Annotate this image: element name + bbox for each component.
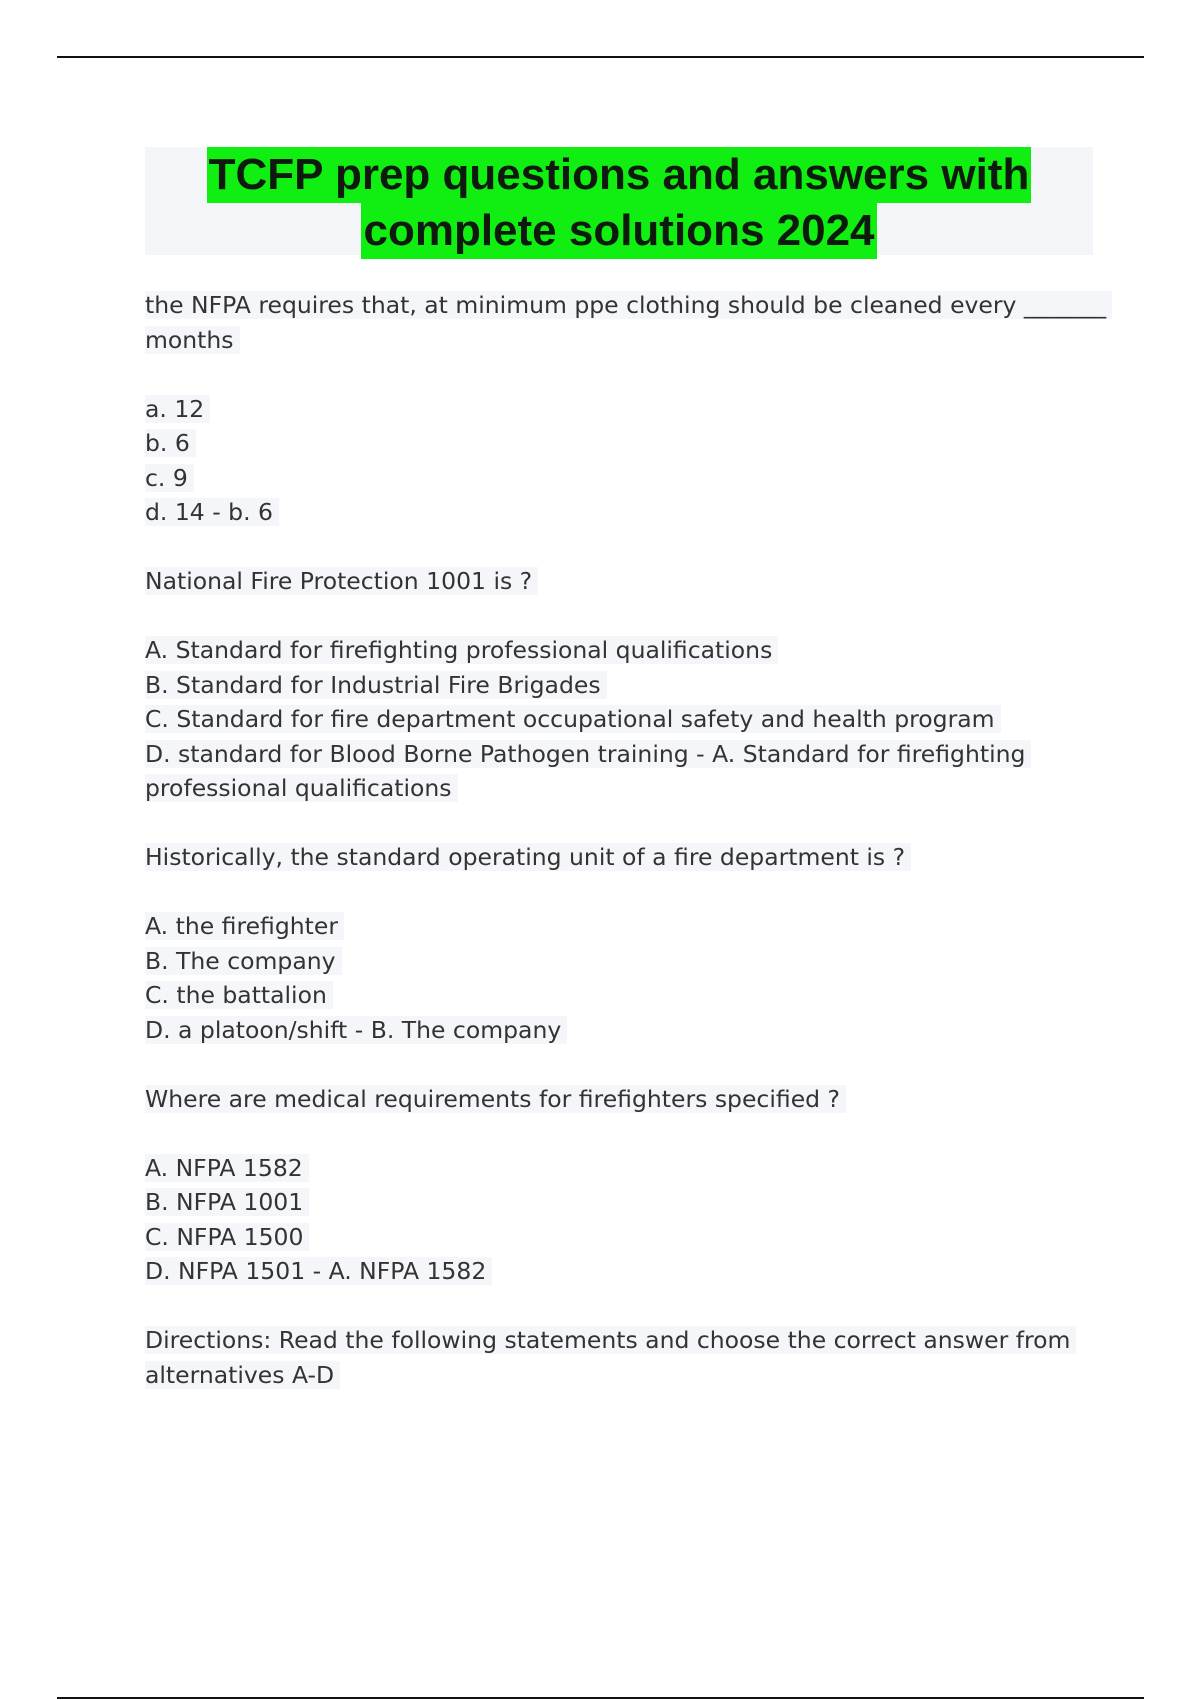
answer-options [145,909,1065,1047]
stem-line: National Fire Protection 1001 is ? [145,567,538,595]
question-list [145,288,1107,1427]
stem-line: Directions: Read the following statements and choose the correct answer from [145,1326,1076,1354]
answer-options [145,633,1065,806]
answer-options [145,392,1065,530]
document-title [145,147,1093,255]
stem-line: Historically, the standard operating unit of a fire department is ? [145,843,911,871]
option-line: a. 12 [145,395,210,423]
option-line: d. 14 - b. 6 [145,498,279,526]
bottom-rule [57,1697,1144,1699]
option-line: D. standard for Blood Borne Pathogen training - A. Standard for firefighting [145,740,1031,768]
question-stem [145,564,1065,599]
option-line: D. NFPA 1501 - A. NFPA 1582 [145,1257,492,1285]
answer-options [145,1151,1065,1289]
option-line: B. The company [145,947,342,975]
option-line: A. Standard for firefighting professional qualifications [145,636,778,664]
option-line: B. NFPA 1001 [145,1188,309,1216]
option-line: professional qualifications [145,774,458,802]
option-line: B. Standard for Industrial Fire Brigades [145,671,607,699]
option-line: C. the battalion [145,981,333,1009]
stem-line: Where are medical requirements for firefighters specified ? [145,1085,846,1113]
question-stem [145,1082,1065,1117]
option-line: c. 9 [145,464,194,492]
stem-line: months [145,326,240,354]
option-line: C. Standard for fire department occupational safety and health program [145,705,1001,733]
stem-line: alternatives A-D [145,1361,340,1389]
option-line: b. 6 [145,429,196,457]
title-line-1: TCFP prep questions and answers with [207,147,1032,203]
option-line: A. the firefighter [145,912,344,940]
option-line: A. NFPA 1582 [145,1154,309,1182]
stem-line: the NFPA requires that, at minimum ppe clothing should be cleaned every _______ [145,291,1112,319]
option-line: D. a platoon/shift - B. The company [145,1016,567,1044]
question-stem [145,288,1107,357]
directions-paragraph [145,1323,1071,1392]
option-line: C. NFPA 1500 [145,1223,309,1251]
top-rule [57,56,1144,58]
question-stem [145,840,1065,875]
title-line-2: complete solutions 2024 [361,203,876,259]
